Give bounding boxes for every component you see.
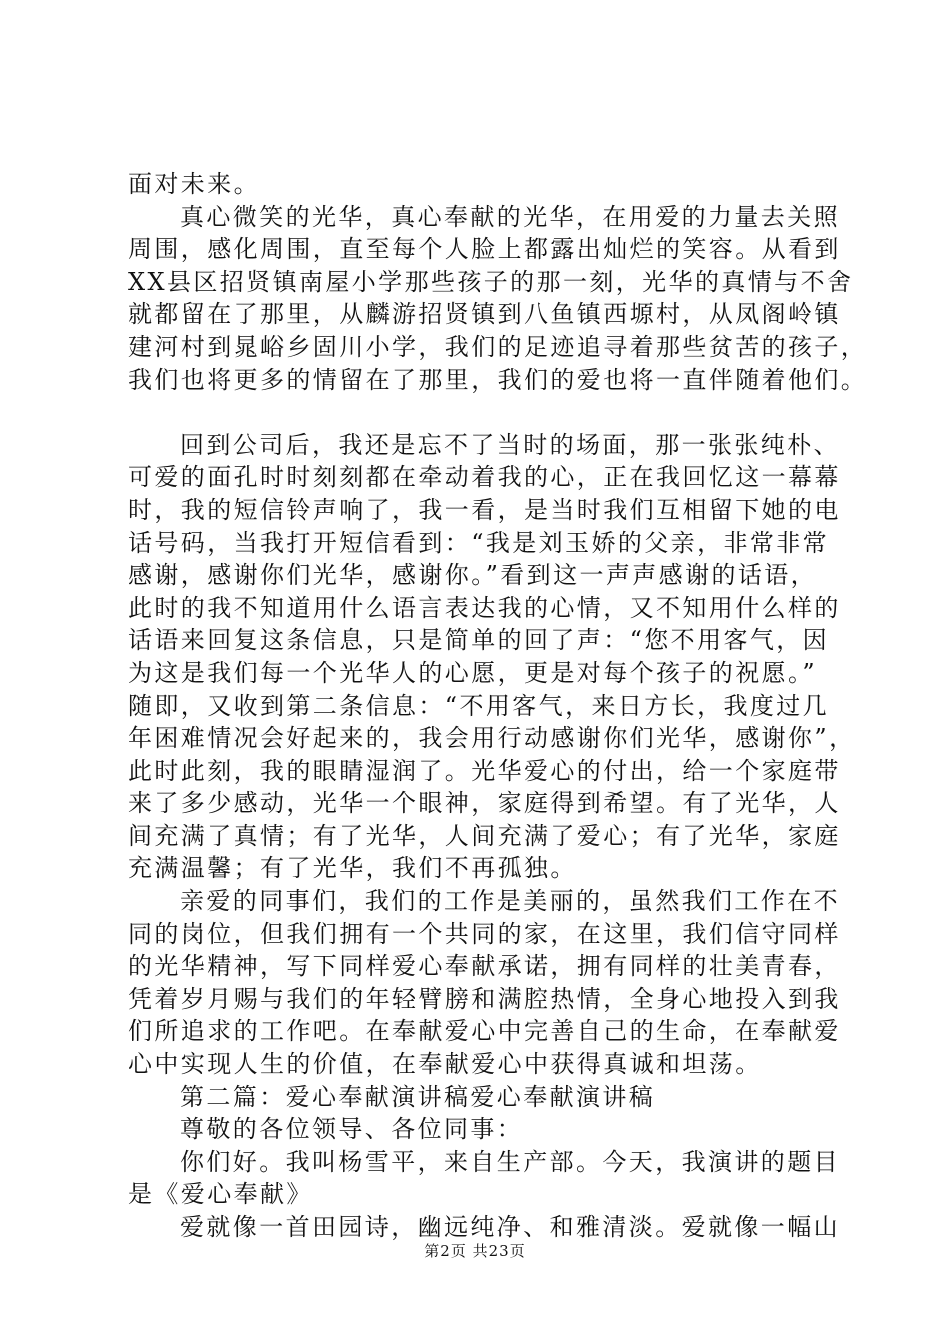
text-line: 心中实现人生的价值，在奉献爱心中获得真诚和坦荡。 [128,1050,762,1079]
text-line: 间充满了真情；有了光华，人间充满了爱心；有了光华，家庭 [128,821,841,850]
text-line: 充满温馨；有了光华，我们不再孤独。 [128,854,577,883]
text-line: 真心微笑的光华，真心奉献的光华，在用爱的力量去关照 [180,202,840,231]
text-line: 周围，感化周围，直至每个人脸上都露出灿烂的笑容。从看到 [128,235,841,264]
text-line: 话语来回复这条信息，只是简单的回了声：“您不用客气，因 [128,626,830,655]
text-line: XX县区招贤镇南屋小学那些孩子的那一刻，光华的真情与不舍 [128,267,854,296]
text-line: 回到公司后，我还是忘不了当时的场面，那一张张纯朴、 [180,430,840,459]
text-line: 我们也将更多的情留在了那里，我们的爱也将一直伴随着他们。 [128,365,868,394]
text-line: 建河村到晁峪乡固川小学，我们的足迹追寻着那些贫苦的孩子， [128,332,868,361]
text-line: 是《爱心奉献》 [128,1180,313,1209]
text-line: 时，我的短信铃声响了，我一看，是当时我们互相留下她的电 [128,495,841,524]
text-line: 来了多少感动，光华一个眼神，家庭得到希望。有了光华，人 [128,789,841,818]
text-line: 爱就像一首田园诗，幽远纯净、和雅清淡。爱就像一幅山 [180,1213,840,1241]
text-line: 此时的我不知道用什么语言表达我的心情，又不知用什么样的 [128,593,841,622]
text-line: 感谢，感谢你们光华，感谢你。”看到这一声声感谢的话语， [128,561,818,590]
text-line: 你们好。我叫杨雪平，来自生产部。今天，我演讲的题目 [180,1147,840,1176]
text-line: 此时此刻，我的眼睛湿润了。光华爱心的付出，给一个家庭带 [128,756,841,785]
text-line: 第二篇：爱心奉献演讲稿爱心奉献演讲稿 [180,1082,656,1111]
text-line: 可爱的面孔时时刻刻都在牵动着我的心，正在我回忆这一幕幕 [128,463,841,492]
text-line: 年困难情况会好起来的，我会用行动感谢你们光华，感谢你”， [128,724,856,753]
text-line: 凭着岁月赐与我们的年轻臂膀和满腔热情，全身心地投入到我 [128,984,841,1013]
text-line: 就都留在了那里，从麟游招贤镇到八鱼镇西塬村，从凤阁岭镇 [128,300,841,329]
text-line: 话号码，当我打开短信看到：“我是刘玉娇的父亲，非常非常 [128,528,830,557]
text-line: 亲爱的同事们，我们的工作是美丽的，虽然我们工作在不 [180,887,840,916]
text-line: 为这是我们每一个光华人的心愿，更是对每个孩子的祝愿。” [128,658,818,687]
text-line: 们所追求的工作吧。在奉献爱心中完善自己的生命，在奉献爱 [128,1017,841,1046]
text-line: 同的岗位，但我们拥有一个共同的家，在这里，我们信守同样 [128,919,841,948]
body-text [128,168,868,1244]
blank-line [128,396,833,429]
text-line: 的光华精神，写下同样爱心奉献承诺，拥有同样的壮美青春， [128,952,841,981]
text-line: 面对未来。 [128,170,260,198]
text-line: 尊敬的各位领导、各位同事： [180,1115,524,1144]
page-footer: 第2页 共23页 [424,1242,526,1260]
text-line: 随即，又收到第二条信息：“不用客气，来日方长，我度过几 [128,691,830,720]
